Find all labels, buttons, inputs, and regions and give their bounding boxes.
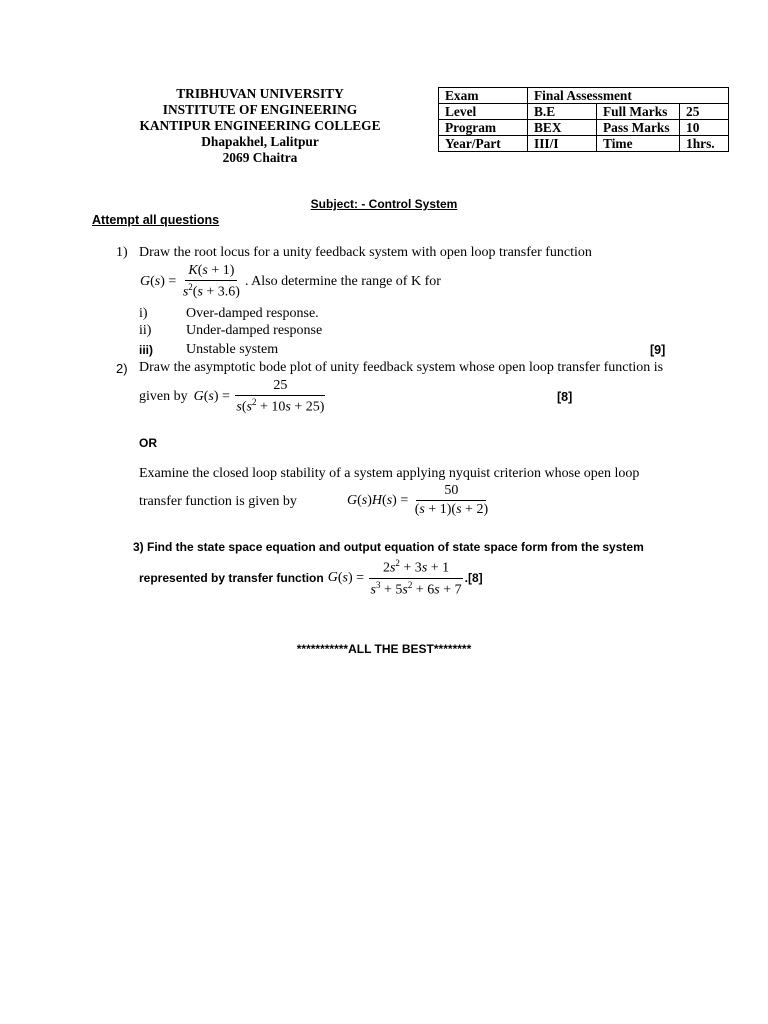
option-text: Under-damped response bbox=[186, 323, 323, 338]
option-label: i) bbox=[139, 306, 148, 321]
question-3-formula-line bbox=[139, 558, 483, 598]
question-2-number: 2) bbox=[116, 361, 128, 376]
college-name: KANTIPUR ENGINEERING COLLEGE bbox=[139, 118, 381, 133]
instruction-heading: Attempt all questions bbox=[92, 213, 220, 227]
table-row bbox=[439, 88, 729, 104]
institute-name: INSTITUTE OF ENGINEERING bbox=[162, 102, 358, 117]
table-row bbox=[439, 104, 729, 120]
table-cell: 1hrs. bbox=[680, 136, 729, 152]
table-row bbox=[439, 136, 729, 152]
question-3-marks: .[8] bbox=[464, 571, 483, 586]
question-3-transfer-function: G(s) = $\frac{2s^2 + 3s + 1}{s^3 + 5s^2 + 6s + 7}$ bbox=[327, 558, 462, 598]
question-1-formula-line bbox=[140, 263, 441, 301]
question-1-continuation: . Also determine the range of K for bbox=[244, 273, 441, 289]
table-cell: Level bbox=[439, 104, 528, 120]
table-cell: Time bbox=[597, 136, 680, 152]
table-row bbox=[439, 120, 729, 136]
table-cell: Final Assessment bbox=[528, 88, 729, 104]
option-text: Unstable system bbox=[186, 342, 279, 357]
exam-info-table bbox=[438, 87, 729, 152]
table-cell: 10 bbox=[680, 120, 729, 136]
option-text: Over-damped response. bbox=[186, 306, 319, 321]
option-label: iii) bbox=[139, 343, 153, 357]
or-separator: OR bbox=[139, 436, 157, 450]
question-1-marks: [9] bbox=[650, 343, 666, 357]
table-cell: III/I bbox=[528, 136, 597, 152]
table-cell: Pass Marks bbox=[597, 120, 680, 136]
question-1-transfer-function: G(s) = $\frac{K(s + 1)}{s^2(s + 3.6)}$ bbox=[140, 263, 240, 300]
table-cell: Full Marks bbox=[597, 104, 680, 120]
question-2-given-by: given by bbox=[139, 388, 188, 404]
institution-header bbox=[120, 86, 400, 166]
table-cell: 25 bbox=[680, 104, 729, 120]
question-3-text: 3) Find the state space equation and output equation of state space form from the system bbox=[133, 540, 644, 554]
option-label: ii) bbox=[139, 323, 152, 338]
question-2-alt-formula bbox=[347, 483, 491, 518]
subject-title: Subject: - Control System bbox=[310, 197, 458, 211]
exam-session: 2069 Chaitra bbox=[222, 150, 298, 165]
question-3-text-2: represented by transfer function bbox=[139, 571, 324, 586]
question-2-formula-line bbox=[139, 378, 327, 416]
table-cell: Year/Part bbox=[439, 136, 528, 152]
question-1-number: 1) bbox=[116, 245, 128, 260]
question-1-text: Draw the root locus for a unity feedback system with open loop transfer function bbox=[139, 245, 592, 260]
question-2-alt-text-2: transfer function is given by bbox=[139, 494, 297, 509]
question-2-transfer-function: G(s) = $\frac{25}{s(s^2 + 10s + 25)}$ bbox=[193, 378, 325, 415]
table-cell: B.E bbox=[528, 104, 597, 120]
question-2-alt-text: Examine the closed loop stability of a system applying nyquist criterion whose open loop bbox=[139, 466, 640, 481]
college-location: Dhapakhel, Lalitpur bbox=[201, 134, 319, 149]
table-cell: BEX bbox=[528, 120, 597, 136]
table-cell: Exam bbox=[439, 88, 528, 104]
table-cell: Program bbox=[439, 120, 528, 136]
closing-wishes: ***********ALL THE BEST******** bbox=[296, 642, 472, 656]
question-2-marks: [8] bbox=[557, 390, 573, 404]
nyquist-transfer-function: G(s)H(s) = $\frac{50}{(s + 1)(s + 2)}$ bbox=[347, 483, 489, 517]
university-name: TRIBHUVAN UNIVERSITY bbox=[176, 86, 344, 101]
question-2-text: Draw the asymptotic bode plot of unity feedback system whose open loop transfer function is bbox=[139, 360, 664, 375]
